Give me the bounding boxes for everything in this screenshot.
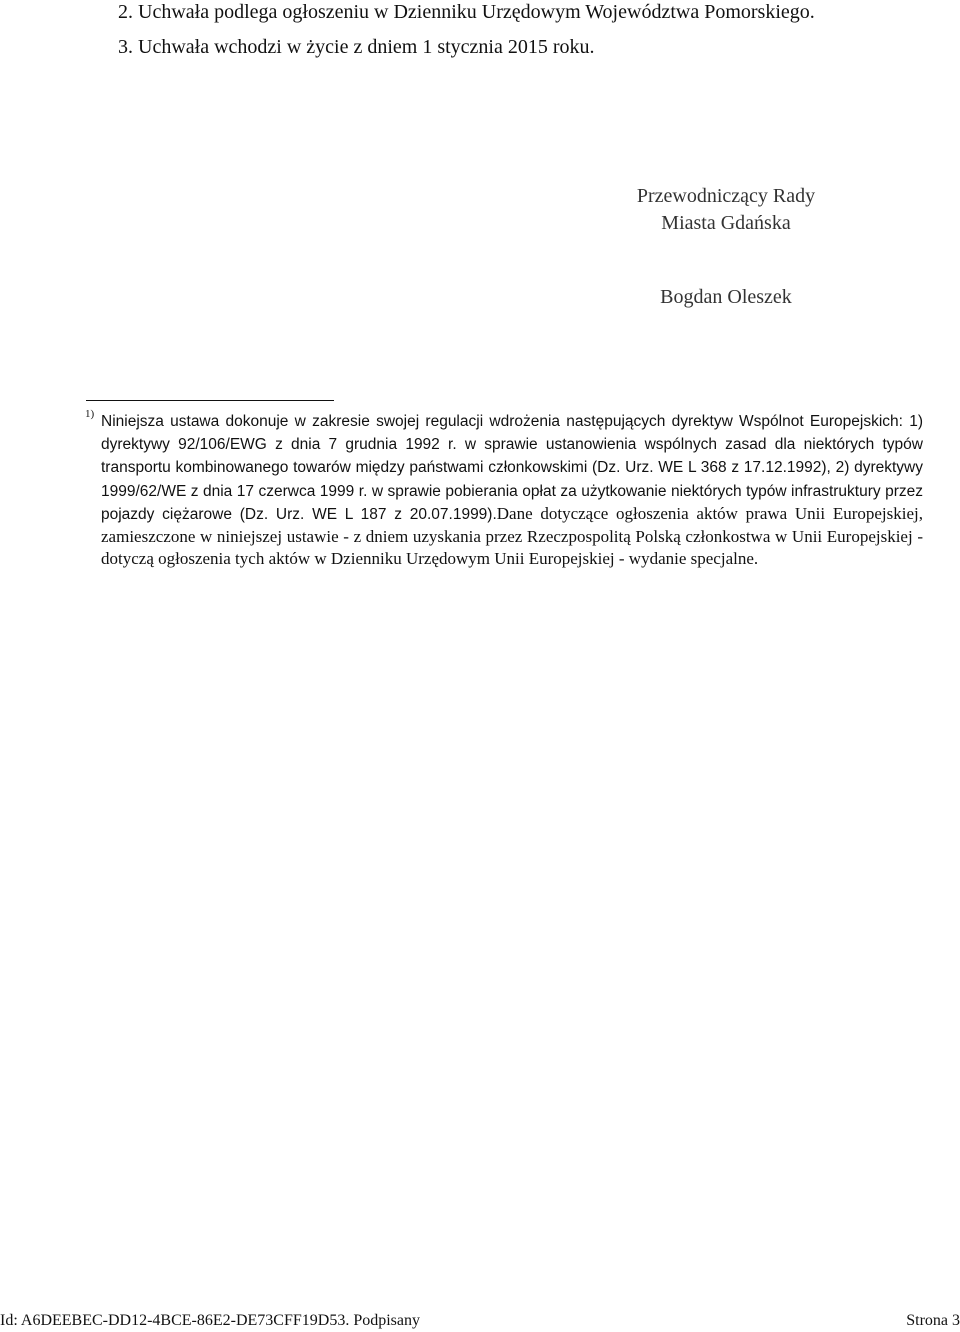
footnote-text-part-1: Niniejsza ustawa dokonuje w zakresie swojej regulacji wdrożenia następujących dyrektyw Wspólnot Europejskich: 1) dyrektywy 92/106/EWG z dnia 7 grudnia 1992 r. w sprawie ustanowienia wspólnych zasad dla niektórych typów transportu kombinowanego towarów między państwami członkowskimi (Dz. Urz. WE L 368 z 17.12.1992), 2) dyrektywy 1999/62/WE z dnia 17 czerwca 1999 r. w sprawie pobierania opłat za użytkowanie niektórych typów infrastruktury przez pojazdy ciężarowe (Dz. Urz. WE L 187 z 20.07.1999).	[101, 413, 923, 523]
signatory-name-text: Bogdan Oleszek	[660, 286, 792, 308]
clause-text: Uchwała wchodzi w życie z dniem 1 stycznia 2015 roku.	[138, 36, 595, 58]
clause-3	[118, 35, 595, 59]
footnote-text-part-2: Dane dotyczące ogłoszenia aktów prawa Unii Europejskiej, zamieszczone w niniejszej ustawie - z dniem uzyskania przez Rzeczpospolitą Polską członkostwa w Unii Europejskiej - dotyczą ogłoszenia tych aktów w Dzienniku Urzędowym Unii Europejskiej - wydanie specjalne.	[101, 503, 923, 569]
signatory-name	[520, 284, 932, 311]
clause-number: 2.	[118, 1, 133, 23]
clause-text: Uchwała podlega ogłoszeniu w Dzienniku Urzędowym Województwa Pomorskiego.	[138, 1, 815, 23]
clause-number: 3.	[118, 36, 133, 58]
signatory-role-line-2: Miasta Gdańska	[661, 212, 791, 234]
signatory-title	[520, 183, 932, 237]
clause-2	[118, 0, 815, 24]
footnote-separator	[86, 400, 334, 401]
footnote	[85, 408, 923, 570]
document-id-footer: Id: A6DEEBEC-DD12-4BCE-86E2-DE73CFF19D53. Podpisany	[0, 1312, 420, 1329]
footnote-marker: 1)	[85, 408, 95, 420]
signatory-role-line-1: Przewodniczący Rady	[636, 185, 816, 207]
page-number-footer: Strona 3	[906, 1312, 960, 1329]
